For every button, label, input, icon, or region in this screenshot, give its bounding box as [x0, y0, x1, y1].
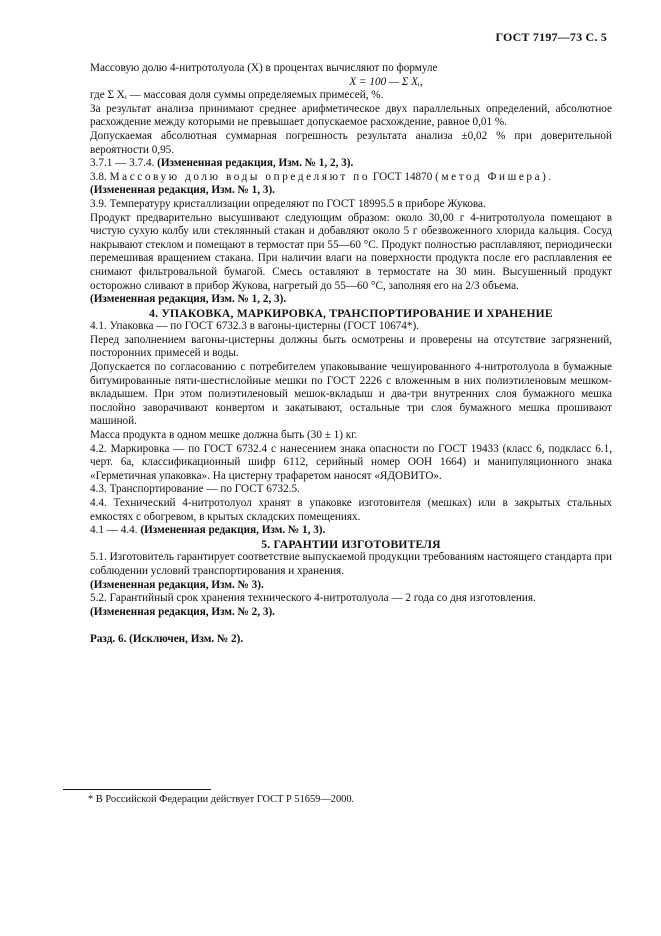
formula: X = 100 — Σ Xᵢ,	[349, 75, 423, 88]
amendment-note: (Измененная редакция, Изм. № 2, 3).	[90, 605, 275, 618]
paragraph-4-1-bags: Допускается по согласованию с потребителем упаковывание чешуированного 4-нитротолуола в бумажные битумированные пяти-шестислойные мешки по ГОСТ 2226 с вложенным в них полиэтиленовым мешком-вкладышем. При этом полиэтиленовый мешок-вкладыш и два-три внутренних слоя бумажного мешка послойно заворачивают конвертом и закатывают, остальные три слоя бумажного мешка прошивают машиной.	[90, 361, 612, 428]
paragraph-5-1: 5.1. Изготовитель гарантирует соответствие выпускаемой продукции требованиям настоящего стандарта при соблюдении условий транспортирования и хранения.	[90, 551, 612, 577]
paragraph-4-amendment	[90, 524, 612, 538]
paragraph-4-1: 4.1. Упаковка — по ГОСТ 6732.3 в вагоны-цистерны (ГОСТ 10674*).	[90, 320, 419, 333]
paragraph-4-4: 4.4. Технический 4-нитротолуол хранят в упаковке изготовителя (мешках) или в закрытых стальных емкостях с обогревом, в крытых складских помещениях.	[90, 497, 612, 523]
amendment-note: (Измененная редакция, Изм. № 1, 2, 3).	[157, 157, 354, 170]
footnote-divider	[63, 789, 211, 790]
paragraph-drying: Продукт предварительно высушивают следующим образом: около 30,00 г 4-нитротолуола помещают в чистую сухую колбу или стеклянный стакан и добавляют около 5 г обезвоженного хлорида кальция. Сосуд накрывают стеклом и помещают в термостат при 55—60 °С. Продукт полностью расплавляют, периодически перемешивая вращением стакана. При наличии влаги на поверхности продукта после его расплавления ее снимают фильтровальной бумагой. Смесь оставляют в термостате на 30 мин. Высушенный продукт осторожно сливают в прибор Жукова, нагретый до 55—60 °С, заполняя его на 2/3 объема.	[90, 211, 612, 292]
paragraph-formula-intro: Массовую долю 4-нитротолуола (X) в процентах вычисляют по формуле	[90, 62, 438, 74]
section-4-heading: 4. УПАКОВКА, МАРКИРОВКА, ТРАНСПОРТИРОВАНИЕ И ХРАНЕНИЕ	[149, 306, 553, 320]
clause-number: 3.7.1 — 3.7.4.	[90, 157, 155, 170]
paragraph-4-2: 4.2. Маркировка — по ГОСТ 6732.4 с нанесением знака опасности по ГОСТ 19433 (класс 6, подкласс 6.1, черт. 6а, классификационный шифр 6112, серийный номер ООН 1664) и манипуляционного знака «Герметичная упаковка». На цистерну трафаретом наносят «ЯДОВИТО».	[90, 442, 612, 482]
amendment-note: (Измененная редакция, Изм. № 1, 2, 3).	[90, 293, 287, 306]
paragraph-4-1-mass: Масса продукта в одном мешке должна быть (30 ± 1) кг.	[90, 429, 358, 442]
paragraph-3-9: 3.9. Температуру кристаллизации определяют по ГОСТ 18995.5 в приборе Жукова.	[90, 197, 486, 210]
amendment-note: (Измененная редакция, Изм. № 1, 3).	[90, 184, 275, 197]
page-header: ГОСТ 7197—73 С. 5	[495, 30, 607, 44]
paragraph-3-7	[90, 157, 612, 171]
page-content	[90, 62, 612, 647]
method-text: (метод Фишера).	[435, 170, 554, 183]
paragraph-formula-legend: где Σ Xᵢ — массовая доля суммы определяемых примесей, %.	[90, 89, 384, 102]
paragraph-result: За результат анализа принимают среднее арифметическое двух параллельных определений, абсолютное расхождение между которыми не превышает допускаемое расхождение, равное 0,01 %.	[90, 102, 612, 129]
standard-reference: ГОСТ 14870	[372, 170, 433, 183]
paragraph-5-2: 5.2. Гарантийный срок хранения технического 4-нитротолуола — 2 года со дня изготовления.	[90, 592, 536, 605]
section-6-note: Разд. 6. (Исключен, Изм. № 2).	[90, 633, 244, 646]
paragraph-error: Допускаемая абсолютная суммарная погрешность результата анализа ±0,02 % при доверительной вероятности 0,95.	[90, 129, 612, 156]
paragraph-3-8	[90, 171, 612, 185]
amendment-note: (Измененная редакция, Изм. № 1, 3).	[140, 524, 326, 537]
section-5-heading: 5. ГАРАНТИИ ИЗГОТОВИТЕЛЯ	[261, 537, 441, 551]
footnote: * В Российской Федерации действует ГОСТ Р 51659—2000.	[88, 794, 355, 805]
spaced-text: Массовую долю воды определяют по	[109, 170, 371, 183]
paragraph-4-1-inspection: Перед заполнением вагоны-цистерны должны быть осмотрены и проверены на отсутствие загрязнений, посторонних примесей и воды.	[90, 333, 612, 360]
paragraph-4-3: 4.3. Транспортирование — по ГОСТ 6732.5.	[90, 483, 300, 496]
clause-number: 4.1 — 4.4.	[90, 524, 138, 537]
clause-number: 3.8.	[90, 170, 107, 183]
amendment-note: (Измененная редакция, Изм. № 3).	[90, 578, 264, 591]
